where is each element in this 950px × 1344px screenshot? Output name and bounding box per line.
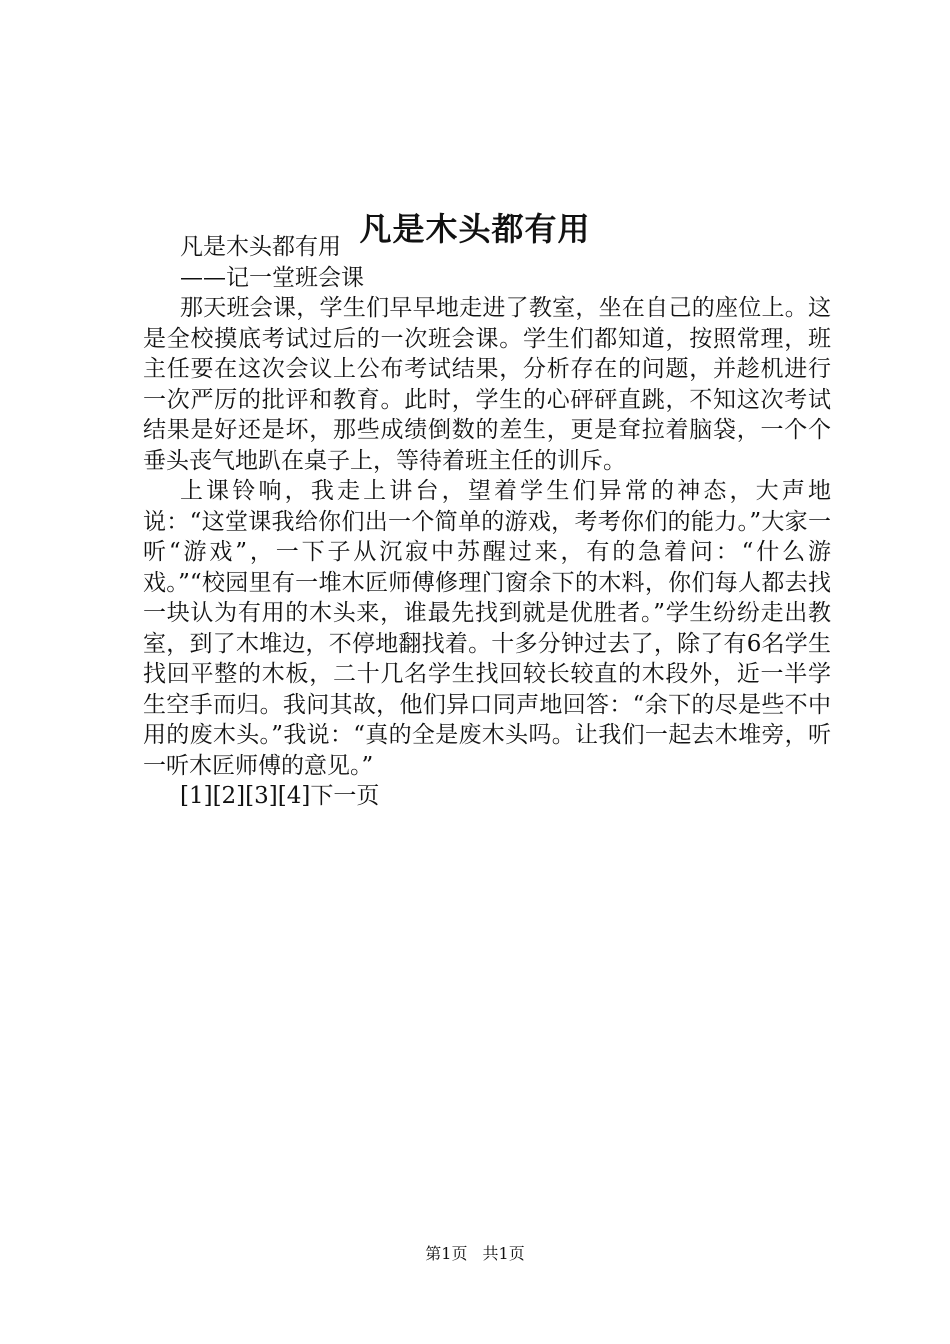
subtitle-dash-line: ——记一堂班会课 (180, 264, 364, 291)
footer-page-total: 共1页 (482, 1244, 525, 1263)
subtitle-line: 凡是木头都有用 (180, 234, 341, 260)
page-footer (0, 1242, 950, 1266)
body-paragraph-1: 那天班会课，学生们早早地走进了教室，坐在自己的座位上。这是全校摸底考试过后的一次班会课。学生们都知道，按照常理，班主任要在这次会议上公布考试结果，分析存在的问题，并趁机进行一次严厉的批评和教育。此时，学生的心砰砰直跳，不知这次考试结果是好还是坏，那些成绩倒数的差生，更是耷拉着脑袋，一个个垂头丧气地趴在桌子上，等待着班主任的训斥。 (143, 295, 831, 474)
body-paragraph-2: 上课铃响，我走上讲台，望着学生们异常的神态，大声地说：“这堂课我给你们出一个简单的游戏，考考你们的能力。”大家一听“游戏”，一下子从沉寂中苏醒过来，有的急着问：“什么游戏。”“校园里有一堆木匠师傅修理门窗余下的木料，你们每人都去找一块认为有用的木头来，谁最先找到就是优胜者。”学生纷纷走出教室，到了木堆边，不停地翻找着。十多分钟过去了，除了有6名学生找回平整的木板，二十几名学生找回较长较直的木段外，近一半学生空手而归。我问其故，他们异口同声地回答：“余下的尽是些不中用的废木头。”我说：“真的全是废木头吗。让我们一起去木堆旁，听一听木匠师傅的意见。” (143, 478, 831, 779)
document-title: 凡是木头都有用 (359, 210, 591, 249)
pagination-links[interactable]: [1][2][3][4]下一页 (180, 783, 380, 809)
document-body (143, 232, 831, 812)
footer-page-current: 第1页 (425, 1244, 468, 1263)
